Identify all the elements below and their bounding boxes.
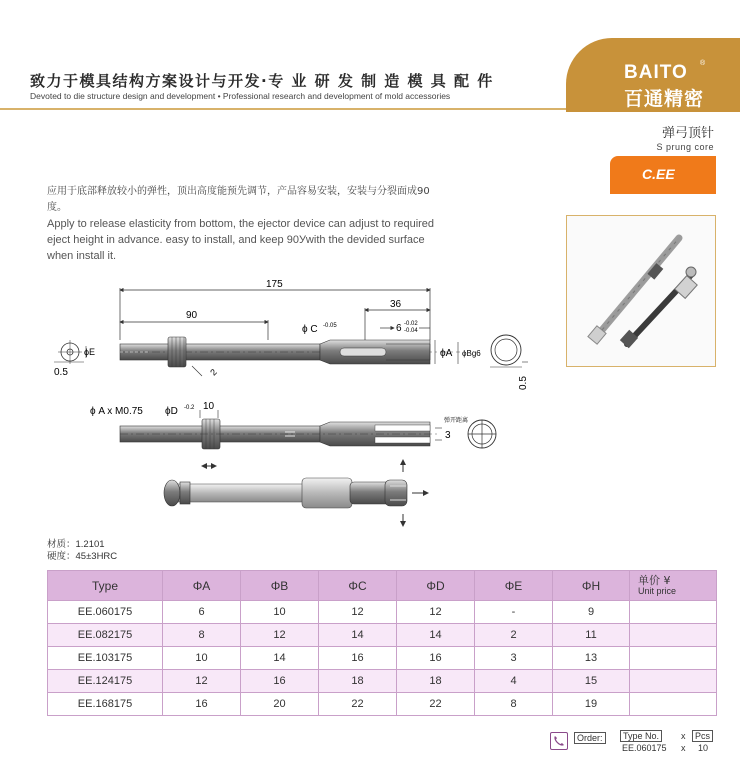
registered-mark: ® [700, 60, 706, 67]
cell-phi-c: 22 [319, 693, 397, 716]
drawing-svg [40, 270, 560, 532]
unit-price-en: Unit price [638, 585, 677, 596]
slogan-english: Devoted to die structure design and development • Professional research and development of mold accessories [30, 91, 451, 101]
dim-10-label: 10 [203, 401, 215, 412]
type-no-label: Type No. [620, 730, 662, 742]
dim-90-label: 90 [186, 310, 198, 321]
header-phi-h: ΦH [553, 571, 630, 601]
product-photo [566, 215, 716, 367]
cell-phi-b: 10 [241, 601, 319, 624]
table-header-row [48, 571, 717, 601]
material-info [47, 539, 117, 563]
cell-type: EE.124175 [48, 670, 163, 693]
cell-phi-a: 8 [163, 624, 241, 647]
table-row [48, 647, 717, 670]
header-phi-a: ΦA [163, 571, 241, 601]
cell-type: EE.103175 [48, 647, 163, 670]
cell-phi-e: 4 [475, 670, 553, 693]
cell-phi-d: 22 [397, 693, 475, 716]
dim-0-5-right: 0.5 [518, 376, 529, 390]
times-label: x [681, 731, 686, 741]
spring-core-photo-illustration [567, 216, 715, 366]
cell-phi-c: 18 [319, 670, 397, 693]
dim-2-label: 2 [208, 366, 219, 378]
product-code: C.EE [642, 166, 675, 182]
cell-price [630, 693, 717, 716]
order-example [550, 730, 730, 754]
material-line: 材质：1.2101 [47, 539, 105, 550]
cell-phi-e: 3 [475, 647, 553, 670]
cell-phi-h: 9 [553, 601, 630, 624]
cell-phi-d: 14 [397, 624, 475, 647]
header-phi-b: ΦB [241, 571, 319, 601]
header-phi-c: ΦC [319, 571, 397, 601]
table-row [48, 670, 717, 693]
phone-icon [550, 732, 568, 750]
cell-phi-b: 16 [241, 670, 319, 693]
description-english: Apply to release elasticity from bottom, the ejector device can adjust to required eject height in advance. easy to install, and keep 90Уwith the devided surface when install it. [47, 218, 435, 262]
technical-drawing [40, 270, 560, 532]
header-unit-price [630, 571, 717, 601]
cell-price [630, 624, 717, 647]
specification-table [47, 570, 717, 716]
cell-phi-e: 8 [475, 693, 553, 716]
cell-phi-a: 10 [163, 647, 241, 670]
table-row [48, 624, 717, 647]
cell-phi-d: 12 [397, 601, 475, 624]
phi-d-tolerance: -0.2 [184, 405, 195, 411]
phi-d-label: ϕD [165, 406, 178, 417]
description-chinese: 应用于底部释放较小的弹性，顶出高度能预先调节，产品容易安装，安装与分裂面成90度。 [47, 186, 430, 213]
cell-type: EE.082175 [48, 624, 163, 647]
cell-phi-c: 16 [319, 647, 397, 670]
cell-phi-h: 19 [553, 693, 630, 716]
phi-b-g6-label: ϕBg6 [462, 349, 481, 358]
cell-type: EE.168175 [48, 693, 163, 716]
cell-phi-a: 12 [163, 670, 241, 693]
thread-label: ϕ A x M0.75 [90, 406, 143, 417]
phi-a-fit-label: ϕA [440, 348, 453, 359]
cell-price [630, 670, 717, 693]
cell-phi-a: 16 [163, 693, 241, 716]
dim-3-label: 3 [445, 430, 451, 441]
cell-type: EE.060175 [48, 601, 163, 624]
table-row [48, 693, 717, 716]
phi-c-label: ϕ C [302, 324, 318, 335]
cell-phi-c: 14 [319, 624, 397, 647]
dim-6-tol-lower: -0.04 [404, 328, 418, 334]
order-label: Order: [574, 732, 606, 744]
cell-phi-h: 15 [553, 670, 630, 693]
cell-phi-b: 14 [241, 647, 319, 670]
example-times: x [681, 743, 686, 753]
example-quantity: 10 [698, 743, 709, 753]
pcs-label: Pcs [692, 730, 713, 742]
phone-glyph [551, 733, 567, 749]
product-name-chinese: 弹弓顶针 [661, 126, 714, 141]
unit-price-cn: 单价 ¥ [638, 573, 671, 587]
cell-phi-h: 11 [553, 624, 630, 647]
hardness-line: 硬度：45±3HRC [47, 551, 118, 562]
dim-175-label: 175 [266, 279, 283, 290]
header-type: Type [48, 571, 163, 601]
header-phi-d: ΦD [397, 571, 475, 601]
dim-36-label: 36 [390, 299, 402, 310]
example-type-code: EE.060175 [622, 743, 667, 753]
cell-phi-b: 20 [241, 693, 319, 716]
brand-chinese-name: 百通精密 [624, 88, 705, 110]
product-name-english: S prung core [656, 142, 714, 152]
header-phi-e: ΦE [475, 571, 553, 601]
cell-phi-b: 12 [241, 624, 319, 647]
cell-phi-c: 12 [319, 601, 397, 624]
page-header [0, 0, 740, 112]
phi-e-label: ϕE [84, 347, 96, 357]
table-row [48, 601, 717, 624]
dim-0-5-left: 0.5 [54, 367, 68, 378]
dim-6-label: 6 [396, 323, 402, 334]
brand-logo-text: BAITO [624, 62, 688, 83]
cell-price [630, 647, 717, 670]
cell-phi-d: 16 [397, 647, 475, 670]
cell-phi-h: 13 [553, 647, 630, 670]
cell-phi-a: 6 [163, 601, 241, 624]
spring-open-label: 弹开距离 [444, 418, 469, 424]
phi-c-tolerance: -0.05 [323, 323, 337, 329]
dim-6-tol-upper: -0.02 [404, 321, 418, 327]
cell-price [630, 601, 717, 624]
slogan-chinese: 致力于模具结构方案设计与开发·专 业 研 发 制 造 模 具 配 件 [30, 72, 494, 90]
cell-phi-e: - [475, 601, 553, 624]
cell-phi-e: 2 [475, 624, 553, 647]
cell-phi-d: 18 [397, 670, 475, 693]
